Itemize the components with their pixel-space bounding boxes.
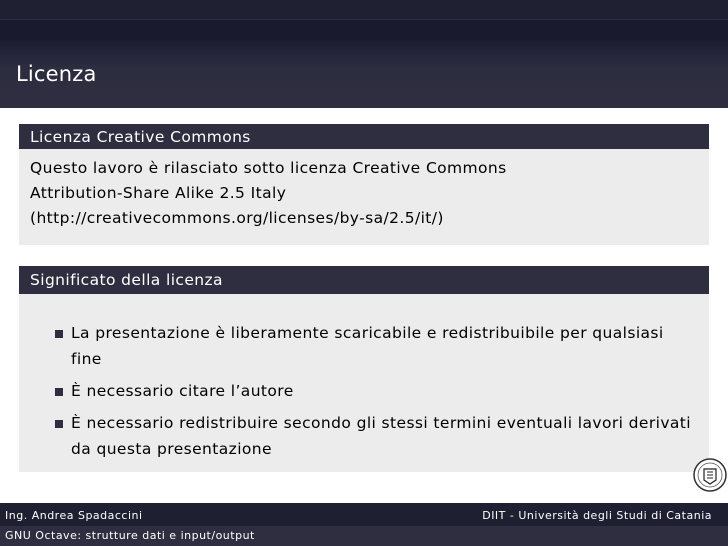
footer-author: Ing. Andrea Spadaccini: [5, 509, 143, 522]
frame-title-bar: [0, 38, 728, 108]
bullet-item: [55, 320, 695, 372]
bullet-item: [55, 410, 695, 462]
footer-title-bar: [0, 526, 728, 546]
bullet-text: È necessario redistribuire secondo gli stessi termini eventuali lavori derivati da questa presentazione: [71, 414, 691, 458]
square-bullet-icon: [55, 420, 63, 428]
block-meaning-header: Significato della licenza: [19, 266, 709, 294]
block-meaning-body: [19, 294, 709, 472]
bullet-item: [55, 378, 695, 404]
square-bullet-icon: [55, 388, 63, 396]
bullet-list: [55, 320, 695, 462]
square-bullet-icon: [55, 330, 63, 338]
footer-institute: DIIT - Università degli Studi di Catania: [482, 509, 712, 522]
footer-short-title: GNU Octave: strutture dati e input/output: [5, 529, 255, 542]
license-line: Attribution-Share Alike 2.5 Italy: [30, 184, 287, 202]
top-navigation-band: [0, 0, 728, 19]
frame-title: Licenza: [16, 62, 97, 86]
bullet-text: La presentazione è liberamente scaricabile e redistribuibile per qualsiasi fine: [71, 324, 664, 368]
block-license-body: [19, 149, 709, 245]
bullet-text: È necessario citare l’autore: [71, 382, 294, 400]
section-navigation-band: [0, 19, 728, 39]
university-seal-icon: [692, 456, 728, 494]
block-license-header: Licenza Creative Commons: [19, 124, 709, 149]
license-url-line: (http://creativecommons.org/licenses/by-sa/2.5/it/): [30, 209, 444, 227]
license-line: Questo lavoro è rilasciato sotto licenza Creative Commons: [30, 159, 507, 177]
